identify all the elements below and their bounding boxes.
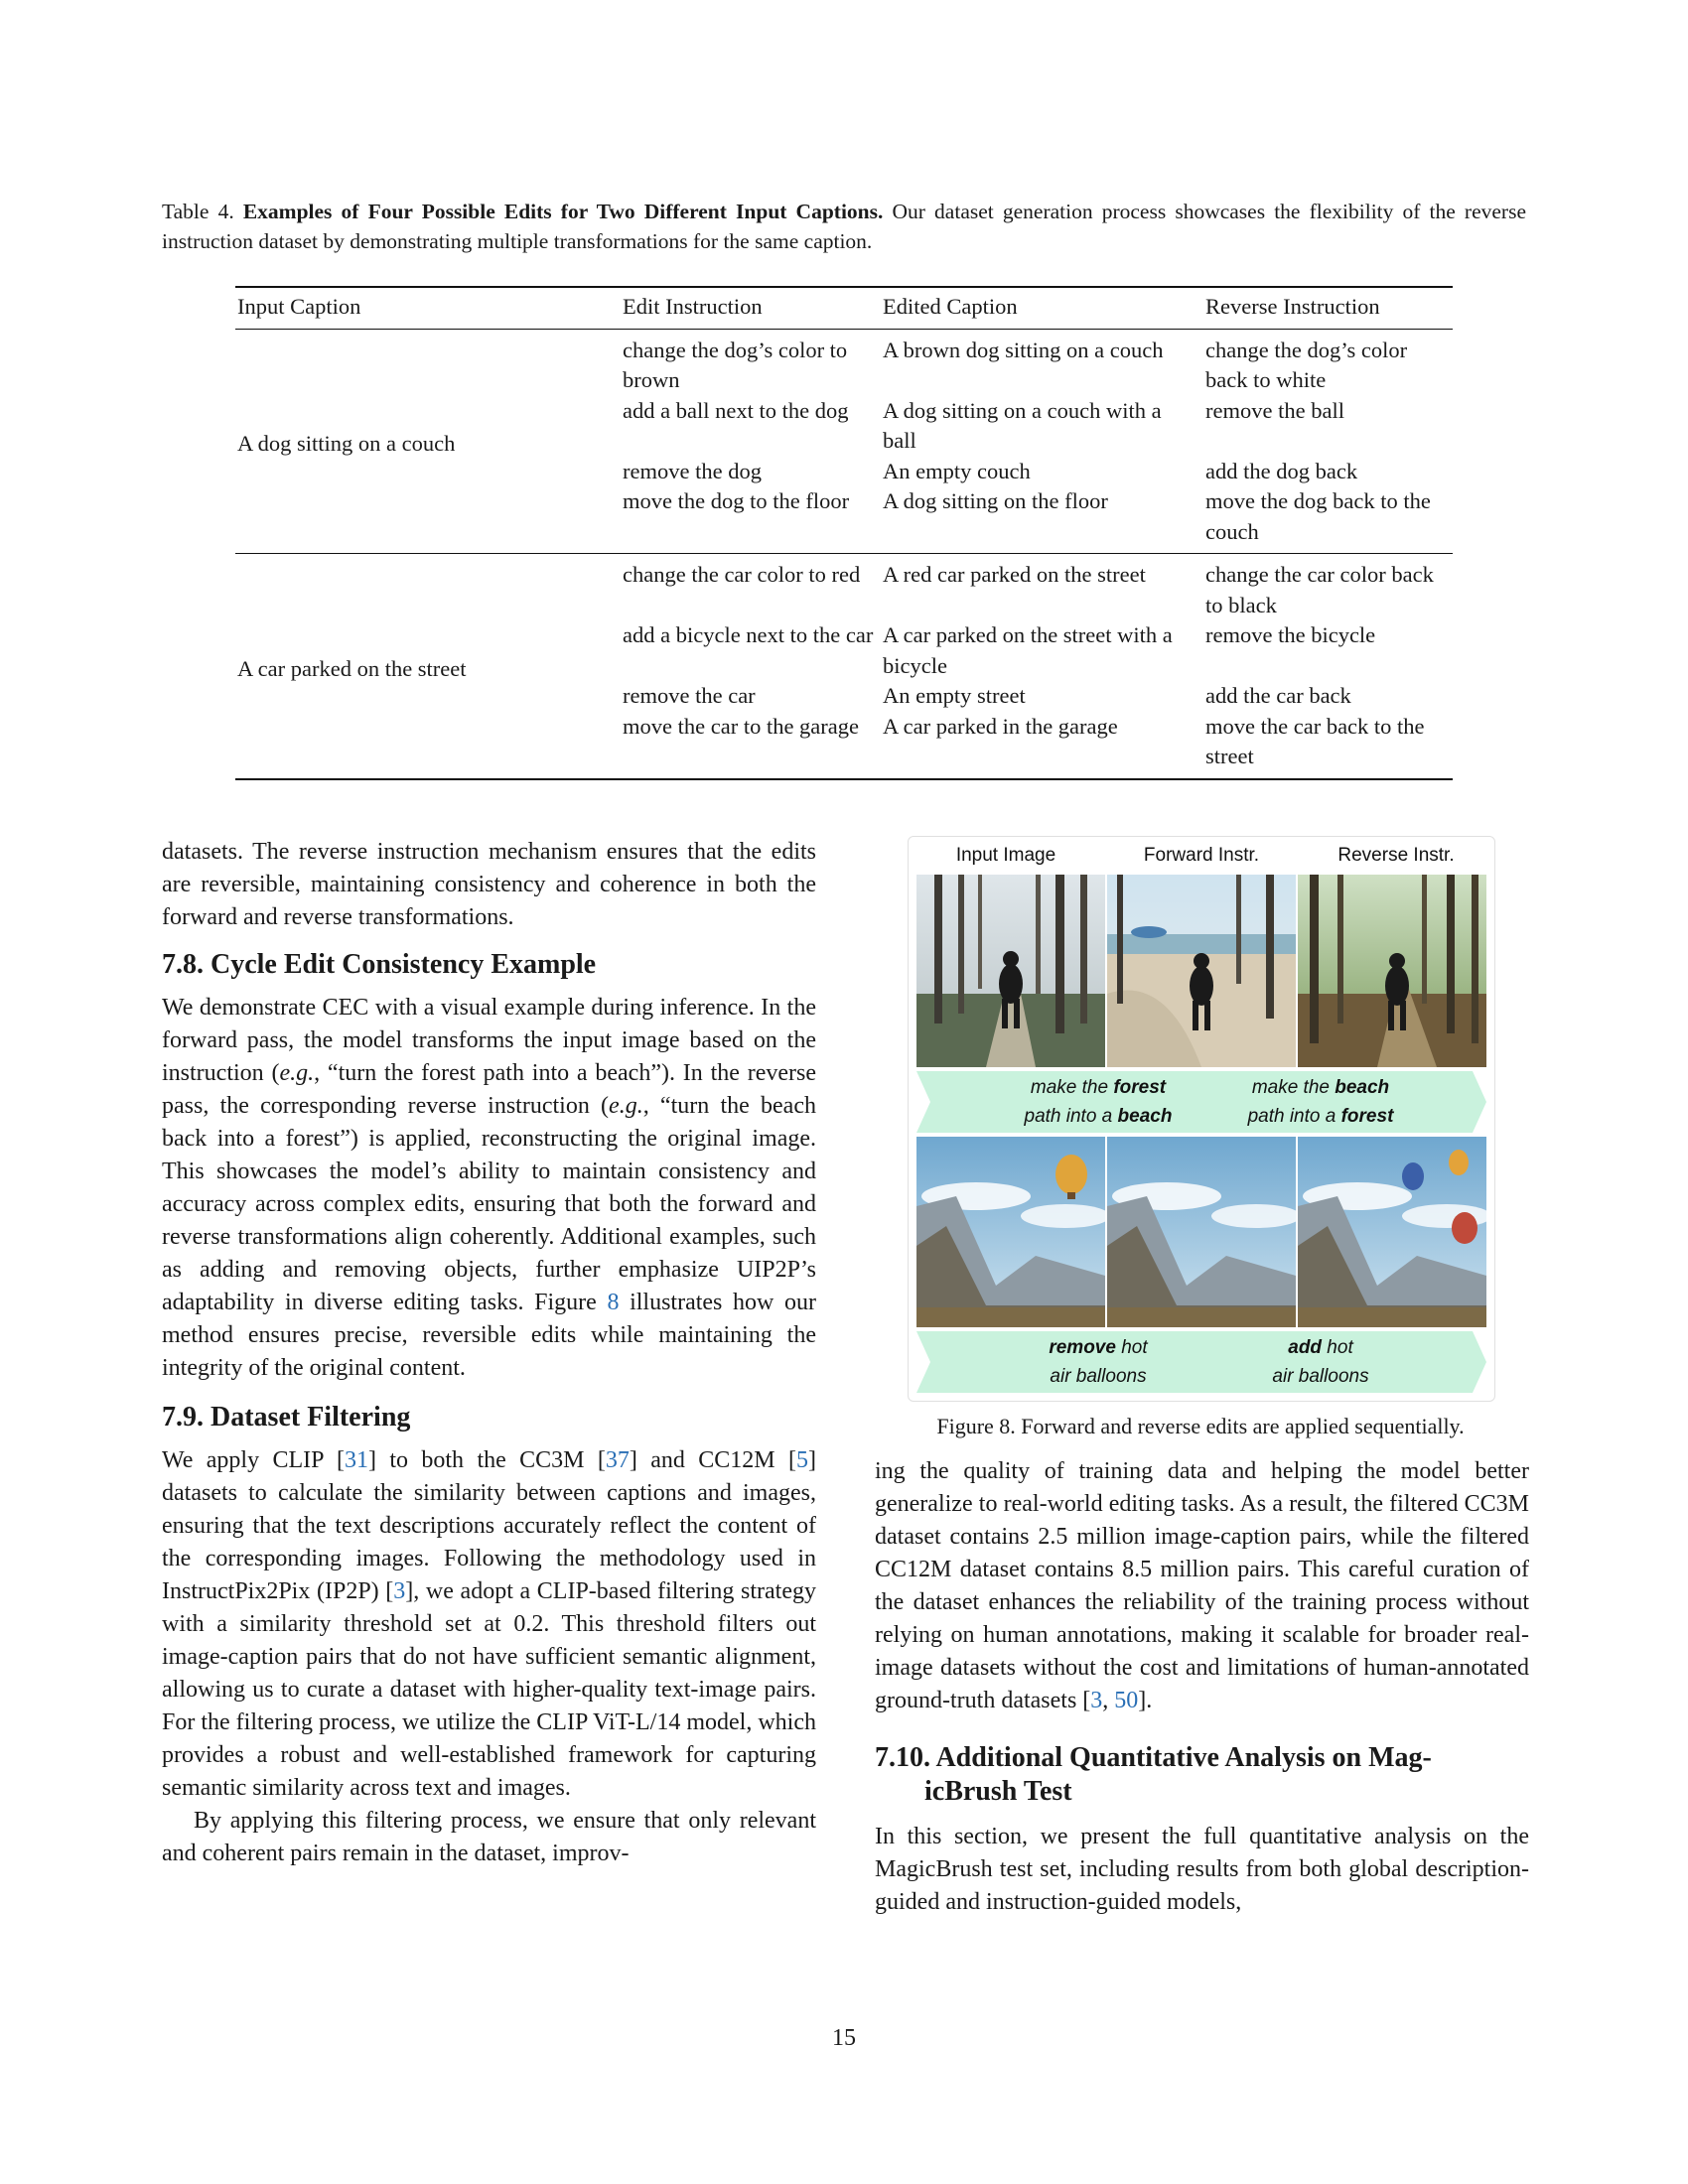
- text-run: illustrates how our method ensures precise, reversible edits while maintaining the integrity of the original content.: [162, 1290, 816, 1381]
- edited-caption-cell: A car parked in the garage: [883, 713, 1118, 739]
- reverse-instruction-cell: remove the ball: [1205, 397, 1344, 423]
- right-column: [875, 1455, 1529, 1919]
- col-header-edit-instruction: Edit Instruction: [623, 294, 763, 319]
- citation-link[interactable]: 50: [1114, 1688, 1139, 1713]
- table-description: Our dataset generation process showcases the flexibility of the reverse instruction dataset by demonstrating multiple transformations for the same caption.: [162, 200, 1526, 253]
- text-run: ] to both the CC3M [: [367, 1447, 606, 1473]
- page-number: 15: [832, 2025, 856, 2051]
- forest-reverse-image: [1298, 875, 1486, 1067]
- input-caption-cell: A dog sitting on a couch: [237, 431, 456, 456]
- figure-col-header: Input Image: [955, 845, 1056, 866]
- paragraph-7-9-b: By applying this filtering process, we ensure that only relevant and coherent pairs remain in the dataset, improv-: [162, 1808, 816, 1866]
- reverse-instruction-cell: add the car back: [1205, 683, 1351, 708]
- edited-caption-cell: A dog sitting on the floor: [883, 488, 1108, 513]
- citation-link[interactable]: 31: [344, 1447, 368, 1473]
- balloons-added-image: [1298, 1137, 1486, 1327]
- reverse-instruction-cell: add the dog back: [1205, 458, 1358, 483]
- text-run: forest: [1340, 1106, 1394, 1127]
- citation-link[interactable]: 5: [796, 1447, 809, 1473]
- text-run: , “turn the beach back into a forest”) is applied, reconstructing the original image. This showcases the model’s ability to maintain consistency and accuracy across complex edits, ensuring that both the forward and reverse transformations align coherently. Additional examples, such as adding and removing objects, further emphasize UIP2P’s adaptability in diverse editing tasks. Figure: [162, 1093, 816, 1315]
- text-run: forest: [1113, 1077, 1167, 1098]
- section-heading-7-9: 7.9. Dataset Filtering: [162, 1402, 411, 1433]
- text-run: make the: [1030, 1077, 1114, 1098]
- text-run: air balloons: [1272, 1366, 1369, 1387]
- text-run: make the: [1251, 1077, 1336, 1098]
- paragraph-7-8: [162, 992, 816, 1385]
- left-column: [162, 836, 816, 1870]
- text-run: We apply CLIP [: [162, 1447, 345, 1473]
- text-run: beach: [1335, 1077, 1390, 1098]
- text-run: ing the quality of training data and helping the model better generalize to real-world editing tasks. As a result, the filtered CC3M dataset contains 2.5 million image-caption pairs, while the filtered CC12M dataset contains 8.5 million pairs. This careful curation of the dataset enhances the reliability of the training process without relying on human annotations, making it scalable for broader real-image datasets without the cost and limitations of human-annotated ground-truth datasets [: [875, 1458, 1529, 1713]
- edited-caption-cell: An empty couch: [883, 458, 1031, 483]
- text-run: path into a: [1247, 1106, 1341, 1127]
- edited-caption-cell: A dog sitting on a couch with a ball: [883, 397, 1162, 453]
- section-heading-7-8: 7.8. Cycle Edit Consistency Example: [162, 949, 597, 980]
- table-title: Examples of Four Possible Edits for Two Different Input Captions.: [242, 200, 884, 223]
- reverse-instruction-cell: change the car color back to black: [1205, 562, 1434, 617]
- figure-row1-images: [916, 875, 1486, 1067]
- text-run: path into a: [1024, 1106, 1118, 1127]
- table-header-row: [235, 287, 1453, 329]
- edit-instruction-cell: move the car to the garage: [623, 713, 860, 739]
- text-run: ].: [1138, 1688, 1153, 1713]
- edited-caption-cell: A car parked on the street with a bicycle: [883, 622, 1173, 678]
- text-run: icBrush Test: [924, 1776, 1072, 1807]
- text-run: , “turn the forest path into a beach”). In the reverse pass, the corresponding reverse instruction (: [162, 1060, 817, 1119]
- text-run: ] datasets to calculate the similarity between captions and images, ensuring that the text descriptions accurately reflect the content of the corresponding images. Following the methodology used in InstructPix2Pix (IP2P) [: [162, 1447, 817, 1604]
- text-run: e.g.: [609, 1093, 643, 1119]
- text-run: e.g.: [279, 1060, 315, 1086]
- beach-forward-image: [1107, 875, 1296, 1067]
- figure-8-caption: Figure 8. Forward and reverse edits are applied sequentially.: [936, 1414, 1465, 1438]
- text-run: add: [1288, 1337, 1323, 1358]
- text-run: beach: [1117, 1106, 1173, 1127]
- reverse-instruction-cell: move the dog back to the couch: [1205, 488, 1431, 544]
- balloons-input-image: [916, 1137, 1110, 1327]
- table-row: [235, 329, 1453, 396]
- edit-instruction-cell: remove the dog: [623, 458, 762, 483]
- reverse-instruction-cell: move the car back to the street: [1205, 713, 1425, 768]
- edit-instruction-cell: add a ball next to the dog: [623, 397, 849, 423]
- section-heading-7-10: [875, 1741, 1529, 1809]
- text-run: remove: [1049, 1337, 1116, 1358]
- text-run: We demonstrate CEC with a visual example during inference. In the forward pass, the model transforms the input image based on the instruction (: [162, 995, 816, 1086]
- paragraph-intro: datasets. The reverse instruction mechanism ensures that the edits are reversible, maintaining consistency and coherence in both the forward and reverse transformations.: [162, 839, 816, 930]
- figure-col-header: Forward Instr.: [1143, 845, 1260, 866]
- table-row: [235, 554, 1453, 621]
- paragraph-7-10: In this section, we present the full quantitative analysis on the MagicBrush test set, including results from both global description-guided and instruction-guided models,: [875, 1824, 1529, 1915]
- edit-instruction-cell: move the dog to the floor: [623, 488, 850, 513]
- reverse-instruction-2: [1226, 1333, 1415, 1391]
- table-label: Table 4.: [162, 200, 234, 223]
- figure-8-link[interactable]: 8: [607, 1290, 620, 1315]
- figure-8: [908, 836, 1495, 1402]
- citation-link[interactable]: 3: [1090, 1688, 1103, 1713]
- edited-caption-cell: A red car parked on the street: [883, 562, 1146, 587]
- forward-instruction-1: [1004, 1073, 1193, 1131]
- edit-instruction-cell: remove the car: [623, 683, 756, 708]
- table-4: [235, 286, 1453, 780]
- table-group-car: [235, 554, 1453, 779]
- edited-caption-cell: A brown dog sitting on a couch: [883, 337, 1164, 362]
- reverse-instruction-cell: change the dog’s color back to white: [1205, 337, 1408, 392]
- col-header-edited-caption: Edited Caption: [883, 294, 1018, 319]
- figure-col-header: Reverse Instr.: [1337, 845, 1455, 866]
- citation-link[interactable]: 37: [605, 1447, 630, 1473]
- text-run: air balloons: [1050, 1366, 1147, 1387]
- reverse-instruction-1: [1226, 1073, 1415, 1131]
- text-run: hot: [1115, 1337, 1148, 1358]
- reverse-instruction-cell: remove the bicycle: [1205, 622, 1376, 647]
- table-caption: [162, 197, 1526, 256]
- table-group-dog: [235, 329, 1453, 554]
- forward-instruction-2: [1004, 1333, 1193, 1391]
- edit-instruction-cell: change the car color to red: [623, 562, 861, 587]
- text-run: 7.10. Additional Quantitative Analysis on Mag-: [875, 1742, 1432, 1773]
- text-run: ], we adopt a CLIP-based filtering strategy with a similarity threshold set at 0.2. This threshold filters out image-caption pairs that do not have sufficient semantic alignment, allowing us to curate a dataset with higher-quality text-image pairs. For the filtering process, we utilize the CLIP ViT-L/14 model, which provides a robust and well-established framework for capturing semantic similarity across text and images.: [162, 1578, 817, 1801]
- col-header-reverse-instruction: Reverse Instruction: [1205, 294, 1380, 319]
- text-run: ] and CC12M [: [629, 1447, 797, 1473]
- forest-input-image: [916, 875, 1105, 1067]
- citation-link[interactable]: 3: [393, 1578, 406, 1604]
- text-run: ,: [1102, 1688, 1115, 1713]
- input-caption-cell: A car parked on the street: [237, 655, 467, 681]
- paragraph-continued: [875, 1455, 1529, 1717]
- edit-instruction-cell: add a bicycle next to the car: [623, 622, 874, 647]
- text-run: hot: [1322, 1337, 1353, 1358]
- figure-row2-images: [916, 1137, 1486, 1327]
- edited-caption-cell: An empty street: [883, 683, 1026, 708]
- col-header-input-caption: Input Caption: [237, 294, 361, 319]
- edit-instruction-cell: change the dog’s color to brown: [623, 337, 848, 392]
- paragraph-7-9: [162, 1444, 816, 1805]
- balloons-removed-image: [1107, 1137, 1301, 1327]
